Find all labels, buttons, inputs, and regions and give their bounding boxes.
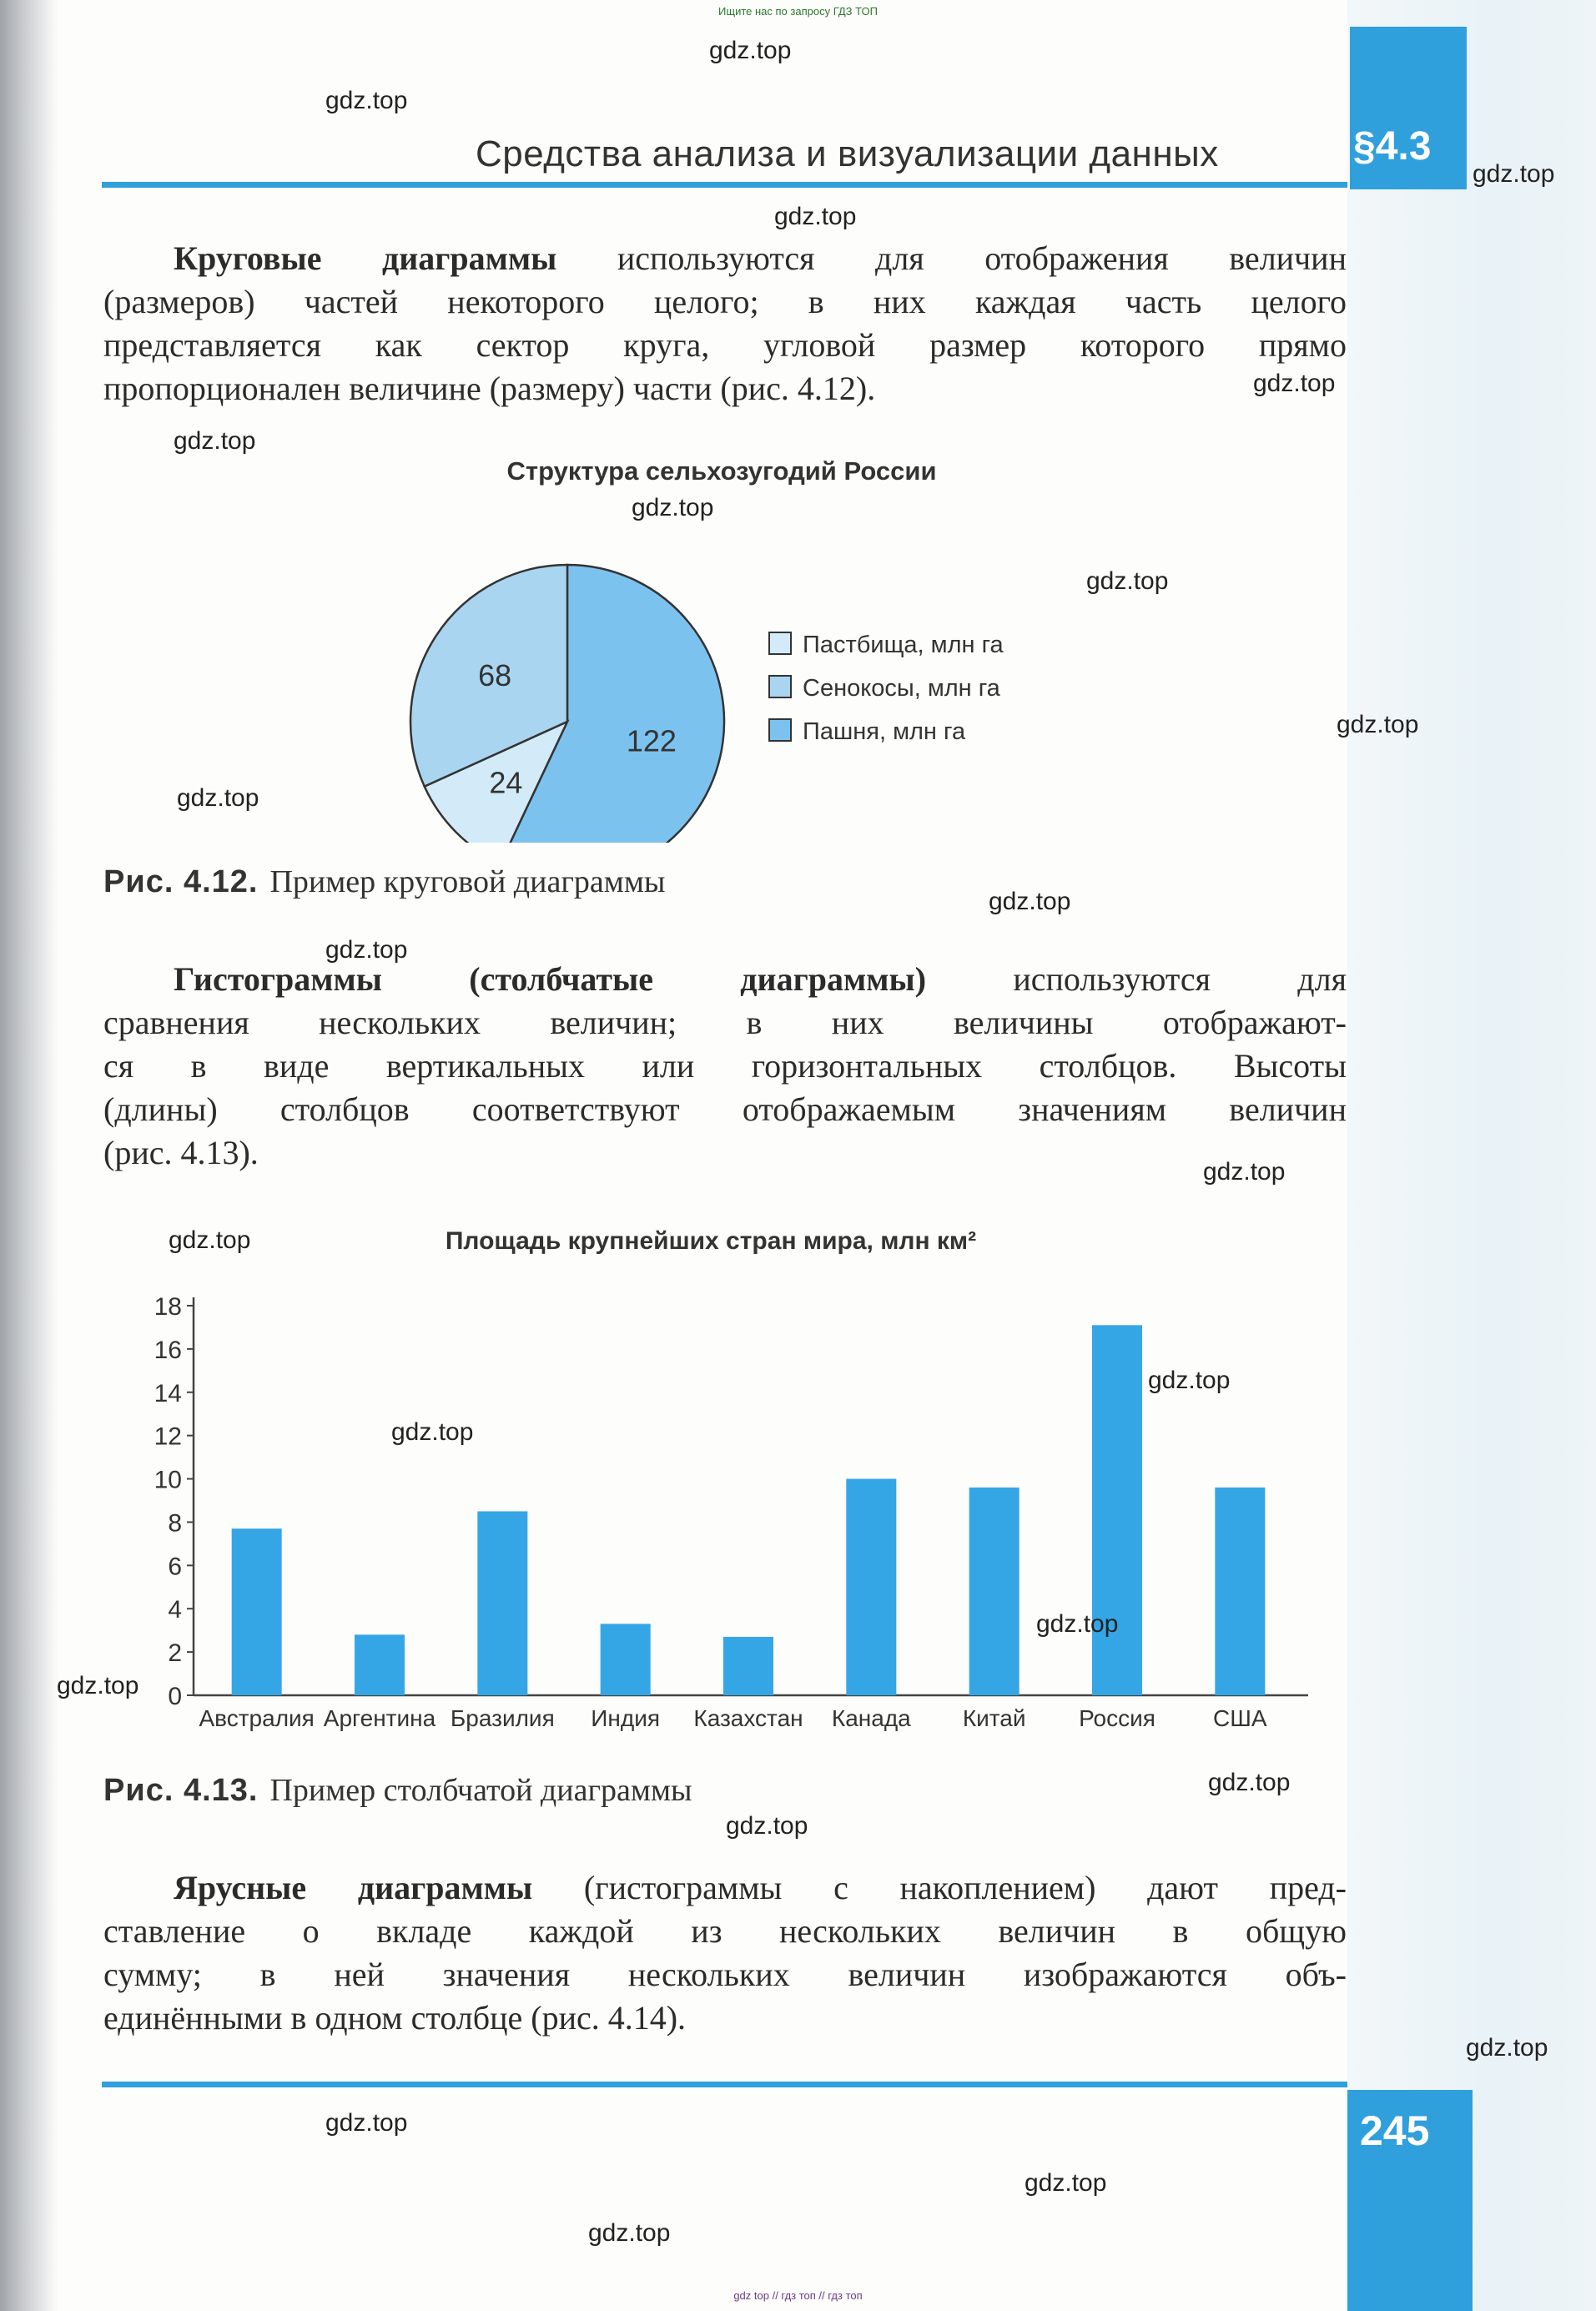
- bar: [846, 1479, 896, 1695]
- watermark: gdz.top: [325, 936, 408, 964]
- watermark: gdz.top: [1473, 160, 1555, 188]
- watermark: gdz.top: [57, 1672, 139, 1699]
- bottom-notice: gdz top // гдз топ // гдз топ: [733, 2289, 863, 2302]
- legend-swatch: [769, 719, 791, 741]
- legend-label: Сенокосы, млн га: [803, 675, 1000, 702]
- header-rule: [102, 182, 1347, 188]
- bar: [355, 1634, 405, 1695]
- watermark: gdz.top: [774, 203, 857, 230]
- pie-slice-label: 68: [478, 657, 512, 692]
- y-tick-label: 8: [168, 1509, 182, 1538]
- bar-chart: [150, 1218, 1335, 1752]
- term-histograms: Гистограммы (столбчатые диаграммы): [174, 960, 927, 998]
- bar: [969, 1488, 1020, 1695]
- y-tick-label: 18: [154, 1293, 182, 1321]
- legend-label: Пастбища, млн га: [803, 632, 1004, 658]
- watermark: gdz.top: [169, 1226, 251, 1254]
- page-number: 245: [1360, 2107, 1430, 2154]
- watermark: gdz.top: [1148, 1367, 1231, 1394]
- watermark: gdz.top: [1208, 1769, 1291, 1796]
- footer-rule: [102, 2082, 1347, 2087]
- watermark: gdz.top: [709, 37, 792, 64]
- x-tick-label: Россия: [1079, 1705, 1155, 1731]
- y-tick-label: 12: [154, 1422, 182, 1451]
- watermark: gdz.top: [1253, 370, 1336, 397]
- watermark: gdz.top: [1466, 2034, 1548, 2062]
- legend-swatch: [769, 676, 791, 697]
- bar-chart-title: Площадь крупнейших стран мира, млн км²: [445, 1227, 977, 1255]
- watermark: gdz.top: [1337, 711, 1419, 738]
- term-pie-charts: Круговые диаграммы: [174, 239, 557, 277]
- paragraph-pie-charts: Круговые диаграммы используются для отображения величин (размеров) частей некоторого целого; в них каждая часть целого представляется как сектор круга, угловой размер которого прямо пропорционален величине (размеру) части (рис. 4.12).: [103, 239, 1347, 407]
- y-tick-label: 2: [168, 1639, 182, 1668]
- top-notice: Ищите нас по запросу ГДЗ ТОП: [718, 5, 878, 18]
- y-tick-label: 0: [168, 1683, 182, 1710]
- bar: [601, 1624, 651, 1695]
- y-tick-label: 6: [168, 1553, 182, 1581]
- term-stacked-charts: Ярусные диаграммы: [174, 1869, 533, 1906]
- y-tick-label: 10: [154, 1466, 182, 1494]
- watermark: gdz.top: [726, 1812, 808, 1840]
- figure-caption-4-12: Рис. 4.12. Пример круговой диаграммы: [103, 864, 666, 899]
- bar: [1092, 1325, 1142, 1695]
- watermark: gdz.top: [174, 427, 256, 455]
- pie-chart-title: Структура сельхозугодий России: [506, 456, 937, 486]
- x-tick-label: Индия: [591, 1705, 661, 1731]
- watermark: gdz.top: [177, 784, 259, 812]
- watermark: gdz.top: [325, 2109, 408, 2137]
- figure-caption-4-13: Рис. 4.13. Пример столбчатой диаграммы: [103, 1773, 692, 1808]
- watermark: gdz.top: [588, 2219, 671, 2247]
- watermark: gdz.top: [1036, 1610, 1119, 1638]
- y-tick-label: 4: [168, 1596, 182, 1624]
- legend-swatch: [769, 632, 791, 654]
- watermark: gdz.top: [989, 888, 1071, 915]
- x-tick-label: Бразилия: [450, 1705, 555, 1731]
- watermark: gdz.top: [1203, 1158, 1286, 1186]
- x-tick-label: Канада: [831, 1705, 911, 1731]
- bar: [723, 1637, 773, 1695]
- section-number: §4.3: [1353, 124, 1432, 169]
- legend-label: Пашня, млн га: [803, 718, 966, 745]
- watermark: gdz.top: [325, 87, 408, 114]
- pie-slice-label: 122: [626, 723, 677, 758]
- paragraph-stacked-charts: Ярусные диаграммы (гистограммы с накоплением) дают пред- ставление о вкладе каждой из нескольких величин в общую сумму; в ней значения нескольких величин изображаются объ- единёнными в одном столбце (рис. 4.14).: [103, 1869, 1347, 2037]
- watermark: gdz.top: [1086, 567, 1169, 595]
- x-tick-label: Китай: [962, 1705, 1026, 1731]
- paragraph-histograms: Гистограммы (столбчатые диаграммы) используются для сравнения нескольких величин; в них величины отображают- ся в виде вертикальных или горизонтальных столбцов. Высоты (длины) столбцов соответствуют отображаемым значениям величин (рис. 4.13).: [103, 960, 1347, 1171]
- bar: [232, 1528, 282, 1695]
- x-tick-label: США: [1213, 1705, 1267, 1731]
- pie-slice-label: 24: [489, 765, 523, 800]
- x-tick-label: Казахстан: [693, 1705, 803, 1731]
- page-margin-band: [1347, 0, 1596, 2311]
- page-gutter: [0, 0, 58, 2311]
- x-tick-label: Аргентина: [323, 1705, 436, 1731]
- y-tick-label: 14: [154, 1379, 182, 1407]
- watermark: gdz.top: [1025, 2169, 1107, 2197]
- pie-chart: [392, 451, 1076, 843]
- watermark: gdz.top: [632, 494, 714, 521]
- bar: [477, 1511, 527, 1695]
- watermark: gdz.top: [391, 1418, 474, 1446]
- page-header-title: Средства анализа и визуализации данных: [476, 133, 1219, 174]
- bar: [1215, 1488, 1265, 1695]
- x-tick-label: Австралия: [199, 1705, 315, 1731]
- y-tick-label: 16: [154, 1336, 182, 1364]
